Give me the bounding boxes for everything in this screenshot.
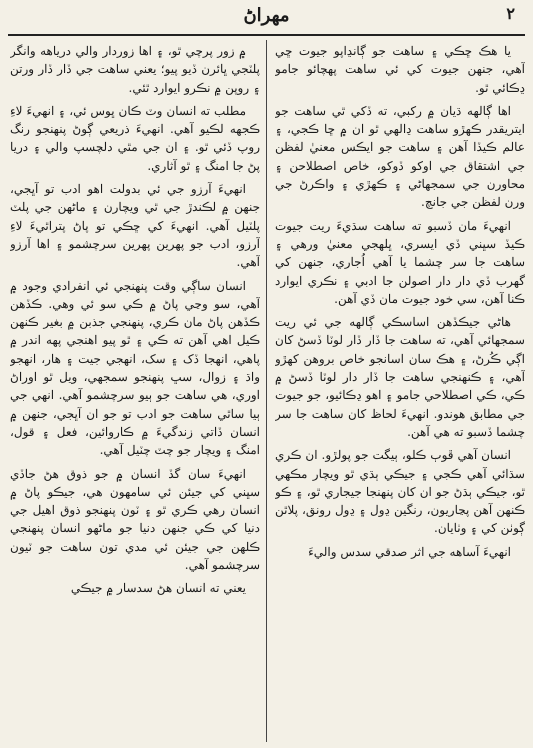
paragraph: انهيءَ آساهه جي اثر صدقي سدس واليءَ (308, 544, 511, 559)
paragraph: انهيءَ آرزو جي ئي بدولت اهو ادب تو آڀجي، جنهن ۾ لڪندڙ جي ٿي ويچارن ۽ ماڻهن جي پلٽ پلٽيل آهي. انهيءَ کي ڇڪي تو پاڻ پتراٿيءَ لاءِ آرزو، ادب جو پهرين پهرين سرچشمو ۽ اها آرزو آهي. (10, 182, 260, 270)
paragraph: يا ھڪ ڇڪي ۽ ساهت جو ڳانڍاپو جيوت ڇي آهي، جنهن جيوت کي ئي ساهت پهچائو جامو ڍڪائي ٿو. (275, 44, 525, 95)
page-number: ٢ (506, 4, 515, 23)
left-column (10, 42, 260, 742)
header-rule (8, 34, 525, 36)
column-divider (266, 40, 267, 742)
paragraph: هاڻي جيڪڏهن اساسڪي ڳالهه جي ئي ريت سمجهائي آهي، ته ساهت جا ڏار ڏار لوٽا ڏسڻ کان اڳي ڪُرڻ، ۽ هڪ سان اسانجو خاص بروهن کهڙو آهي، ۽ ڪنهنجي ساهت جا ڏار دار لوٽا ڏسڻ ۾ ڪي، ڪي اصطلاحي جامو ۽ اهو ڍڪائيو، جو جيوت جي مطابق هوندو. انهيءَ لحاظ کان ساهت جا سر چشما ڏسبو ته هي آهن. (275, 315, 525, 439)
paragraph: انهيءَ سان گڏ انسان ۾ جو ذوق هڻ جاڏي سڀني کي جيئن ئي سامهون هي، جيڪو پاڻ ۾ انسان رهي ڪري ٿو ۽ ٽون پنهنجو ذوق اهيل جي دنيا کي ڪي جنهن دنيا جو ماڻهو انسان پنهنجي ڪلهن جي جيئن ئي مدي تون ساهت جو ٽيون سرچشمو آهي. (10, 466, 260, 573)
page-header (10, 0, 523, 30)
paragraph: انسان ساڳي وقت پنهنجي ئي انفرادي وجود ۾ آهي، سو وڃي پاڻ ۾ ڪي سو ئي وهي. ڪڏهن ڪڏهن پاڻ مان ڪري، پنهنجي جذبن ۾ بغير ڪنهن ڪيل اهي آهن ته ڪي ۽ ٿو پيو اهنجي پهه اندر ۾ پاهي، انهجا ڏک ۽ سک، انهجي جيت ۽ هار، انهجو واڌ ۽ زوال، سڀ پنهنجو سمجهي، ويل ٿو اوراڻ اوري، هي ساهت جو ٻيو سرچشمو آهي. انهي جي ٻيا ساٿي ساهت جو ادب تو جو ان آڀجي، جنهن ۾ انسان ڏاتي زندگيءَ ۾ ڪاروائين، فعل ۽ قول، امنگ ۽ ويچار جو چٽ چٽيل آهي. (10, 278, 260, 458)
paragraph: انسان آهي ڦوٻ ڪلو، ٻيگت جو پولڙو. ان ڪري سڌائي آهي ڪجي ۽ جيڪي ٻڌي ٿو ويچار مڪهي ٿو، جيڪي ٻڌڻ جو ان کان پنهنجا جيجاري ٿو، ۽ ڪو ڪنهن آهن پڃاريون، رنگين ڍول ۽ ڍول رونق، پلاٿن ڳوٺن کي ۽ وٺايان. (275, 448, 525, 536)
paragraph: ۾ زور پرچي ٿو، ۽ اها زوردار والي درياهه وانگر پلٽجي ڀائرن ڏيو پيو؛ يعني ساهت جي ڏار ڏار ورتن ۽ روپن ۾ نڪرو ايوارد ٿئي. (10, 44, 260, 95)
paragraph: مطلب ته انسان وٽ ڪان ڀوس ئي، ۽ انهيءَ لاءِ ڪجهه لڪيو آهي. انهيءَ ذريعي ڳوڻ پنهنجو رنگ روپ ڏئي ٿو. ۽ ان جي مٿي دلچسپ والي ۽ دريا پڻ جا امنگ ۽ ٿو آثاري. (10, 103, 260, 173)
paragraph: انهيءَ مان ڏسبو ته ساهت سڌيءَ ريت جيوت ڪيڏ سڀني ڏي ايسري، ڀلهجي معنيٰ ورهي ۽ ساهت جا سر چشما يا آهي اُجاري، جنهن کي گهرب ڏي دار دار اصولن جا ادبي ۽ نڪري ايوارد ڪنا آهن، سي خود جيوت مان ڏي آهن. (275, 218, 525, 306)
paragraph: يعني ته انسان هڻ سدسار ۾ جيڪي (70, 581, 246, 596)
page-title: مهراڻ (243, 4, 290, 26)
right-column (275, 42, 525, 742)
paragraph: اها ڳالهه ڌيان ۾ رکبي، ته ڏکي ٿي ساهت جو ايتريقدر ڪهڙو ساهت ڍالهي ٿو ان ۾ ڇا ڪجي، ۽ عالم ڪيڏا آهن ۽ ساهت جو ايڪس معنيٰ لفظن جي اشتقاق جي اوکو ڏوکو، خاص اصطلاحن ۽ محاورن جي سمجهاڻي ۽ ڪهڙي ۽ واڪرڻ جي ورن لفظن جي جانچ. (275, 103, 525, 210)
